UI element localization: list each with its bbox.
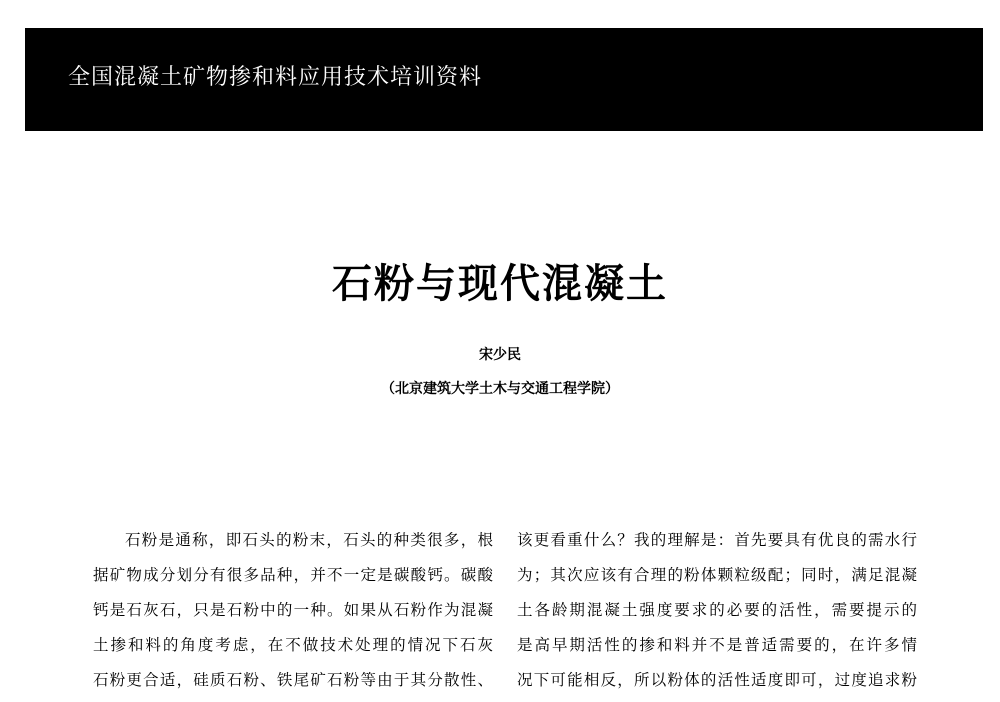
article-author: 宋少民 [479, 347, 521, 363]
body-text-line: 钙是石灰石，只是石粉中的一种。如果从石粉作为混凝 [93, 601, 493, 619]
body-text-line: 土掺和料的角度考虑，在不做技术处理的情况下石灰 [93, 636, 493, 654]
body-text-line: 为；其次应该有合理的粉体颗粒级配；同时，满足混凝 [517, 566, 917, 584]
body-text-line: 况下可能相反，所以粉体的活性适度即可，过度追求粉 [517, 671, 917, 689]
body-text-line: 据矿物成分划分有很多品种，并不一定是碳酸钙。碳酸 [93, 566, 493, 584]
body-text-line: 该更看重什么？我的理解是：首先要具有优良的需水行 [517, 531, 917, 549]
body-right-column [517, 523, 917, 698]
article-title: 石粉与现代混凝土 [332, 261, 668, 307]
body-text-line: 石粉更合适，硅质石粉、铁尾矿石粉等由于其分散性、 [93, 671, 493, 689]
header-banner-text: 全国混凝土矿物掺和料应用技术培训资料 [68, 65, 483, 90]
body-text-line: 土各龄期混凝土强度要求的必要的活性，需要提示的 [517, 601, 917, 619]
body-text-line: 是高早期活性的掺和料并不是普适需要的，在许多情 [517, 636, 917, 654]
author-affiliation: （北京建筑大学土木与交通工程学院） [381, 381, 619, 397]
body-left-column [93, 523, 493, 698]
body-text-line: 石粉是通称，即石头的粉末，石头的种类很多，根 [125, 531, 493, 549]
